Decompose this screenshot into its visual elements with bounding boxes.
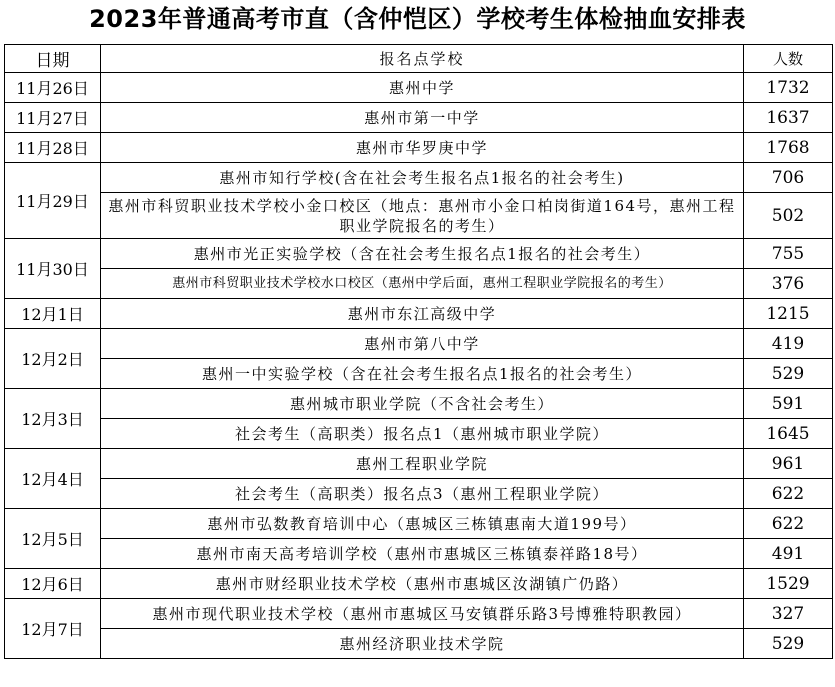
count-cell: 755 — [744, 239, 833, 269]
header-count: 人数 — [744, 45, 833, 73]
count-cell: 1215 — [744, 299, 833, 329]
date-cell: 12月3日 — [5, 389, 101, 449]
table-row — [5, 269, 833, 299]
count-cell: 376 — [744, 269, 833, 299]
table-row — [5, 629, 833, 659]
count-cell: 1768 — [744, 133, 833, 163]
count-cell: 1732 — [744, 73, 833, 103]
header-date: 日期 — [5, 45, 101, 73]
school-cell: 惠州城市职业学院（不含社会考生） — [101, 389, 744, 419]
count-cell: 327 — [744, 599, 833, 629]
school-cell: 惠州市科贸职业技术学校小金口校区（地点：惠州市小金口柏岗街道164号，惠州工程职业学院报名的考生） — [101, 193, 744, 239]
count-cell: 491 — [744, 539, 833, 569]
table-row — [5, 569, 833, 599]
table-row — [5, 479, 833, 509]
date-cell: 11月27日 — [5, 103, 101, 133]
count-cell: 706 — [744, 163, 833, 193]
count-cell: 1637 — [744, 103, 833, 133]
date-cell: 11月28日 — [5, 133, 101, 163]
date-cell: 12月4日 — [5, 449, 101, 509]
count-cell: 529 — [744, 359, 833, 389]
school-cell: 惠州市知行学校(含在社会考生报名点1报名的社会考生) — [101, 163, 744, 193]
table-row — [5, 509, 833, 539]
table-row — [5, 163, 833, 193]
page-title: 2023年普通高考市直（含仲恺区）学校考生体检抽血安排表 — [89, 5, 746, 33]
school-cell: 惠州市华罗庚中学 — [101, 133, 744, 163]
school-cell: 惠州市弘数教育培训中心（惠城区三栋镇惠南大道199号） — [101, 509, 744, 539]
school-cell: 惠州市东江高级中学 — [101, 299, 744, 329]
table-row — [5, 103, 833, 133]
table-row — [5, 449, 833, 479]
school-cell: 惠州市南天高考培训学校（惠州市惠城区三栋镇泰祥路18号） — [101, 539, 744, 569]
school-cell: 惠州市科贸职业技术学校水口校区（惠州中学后面，惠州工程职业学院报名的考生） — [101, 269, 744, 299]
school-cell: 惠州市财经职业技术学校（惠州市惠城区汝湖镇广仍路） — [101, 569, 744, 599]
count-cell: 502 — [744, 193, 833, 239]
table-row — [5, 299, 833, 329]
count-cell: 529 — [744, 629, 833, 659]
date-cell: 12月7日 — [5, 599, 101, 659]
schedule-table — [4, 44, 833, 659]
table-row — [5, 359, 833, 389]
school-cell: 惠州工程职业学院 — [101, 449, 744, 479]
count-cell: 419 — [744, 329, 833, 359]
table-row — [5, 329, 833, 359]
count-cell: 961 — [744, 449, 833, 479]
date-cell: 12月5日 — [5, 509, 101, 569]
school-cell: 社会考生（高职类）报名点1（惠州城市职业学院） — [101, 419, 744, 449]
date-cell: 11月26日 — [5, 73, 101, 103]
header-school: 报名点学校 — [101, 45, 744, 73]
school-cell: 惠州市第一中学 — [101, 103, 744, 133]
school-cell: 惠州经济职业技术学院 — [101, 629, 744, 659]
table-row — [5, 193, 833, 239]
count-cell: 622 — [744, 479, 833, 509]
school-cell: 社会考生（高职类）报名点3（惠州工程职业学院） — [101, 479, 744, 509]
table-row — [5, 599, 833, 629]
date-cell: 11月30日 — [5, 239, 101, 299]
table-row — [5, 539, 833, 569]
school-cell: 惠州市第八中学 — [101, 329, 744, 359]
count-cell: 1529 — [744, 569, 833, 599]
date-cell: 11月29日 — [5, 163, 101, 239]
date-cell: 12月2日 — [5, 329, 101, 389]
date-cell: 12月1日 — [5, 299, 101, 329]
header-row — [5, 45, 833, 73]
table-row — [5, 133, 833, 163]
table-row — [5, 389, 833, 419]
table-row — [5, 419, 833, 449]
school-cell: 惠州中学 — [101, 73, 744, 103]
count-cell: 622 — [744, 509, 833, 539]
school-cell: 惠州一中实验学校（含在社会考生报名点1报名的社会考生） — [101, 359, 744, 389]
school-cell: 惠州市光正实验学校（含在社会考生报名点1报名的社会考生） — [101, 239, 744, 269]
school-cell: 惠州市现代职业技术学校（惠州市惠城区马安镇群乐路3号博雅特职教园） — [101, 599, 744, 629]
count-cell: 1645 — [744, 419, 833, 449]
count-cell: 591 — [744, 389, 833, 419]
table-row — [5, 73, 833, 103]
date-cell: 12月6日 — [5, 569, 101, 599]
table-row — [5, 239, 833, 269]
